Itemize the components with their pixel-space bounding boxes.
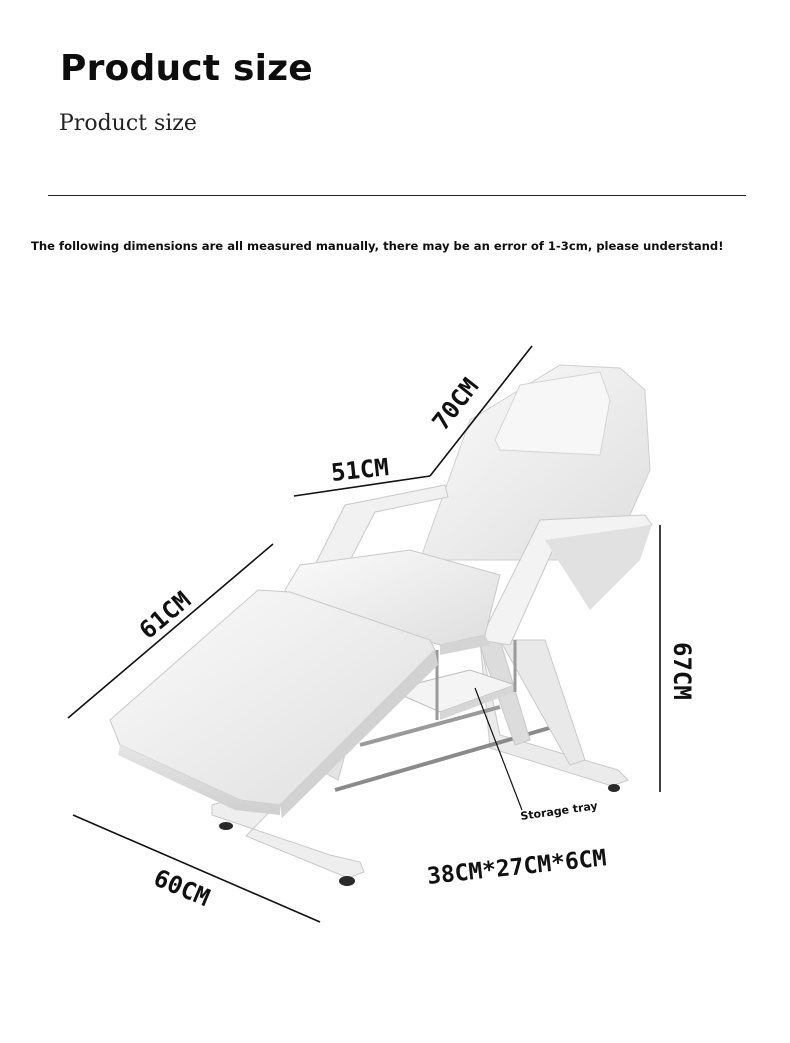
product-figure xyxy=(0,300,790,960)
seat-dimension-label: 51CM xyxy=(329,453,391,487)
page-subtitle: Product size xyxy=(59,111,197,136)
height-dimension-label: 67CM xyxy=(668,642,696,700)
legrest-dimension-label: 61CM xyxy=(133,585,197,645)
page-title: Product size xyxy=(60,48,313,89)
backrest-dimension-label: 70CM xyxy=(426,372,485,436)
tray-size-label: 38CM*27CM*6CM xyxy=(425,845,608,890)
tray-label: Storage tray xyxy=(519,799,599,823)
divider xyxy=(48,195,746,196)
width-dimension-label: 60CM xyxy=(149,863,214,913)
measurement-notice: The following dimensions are all measured manually, there may be an error of 1-3cm, please understand! xyxy=(31,239,724,253)
